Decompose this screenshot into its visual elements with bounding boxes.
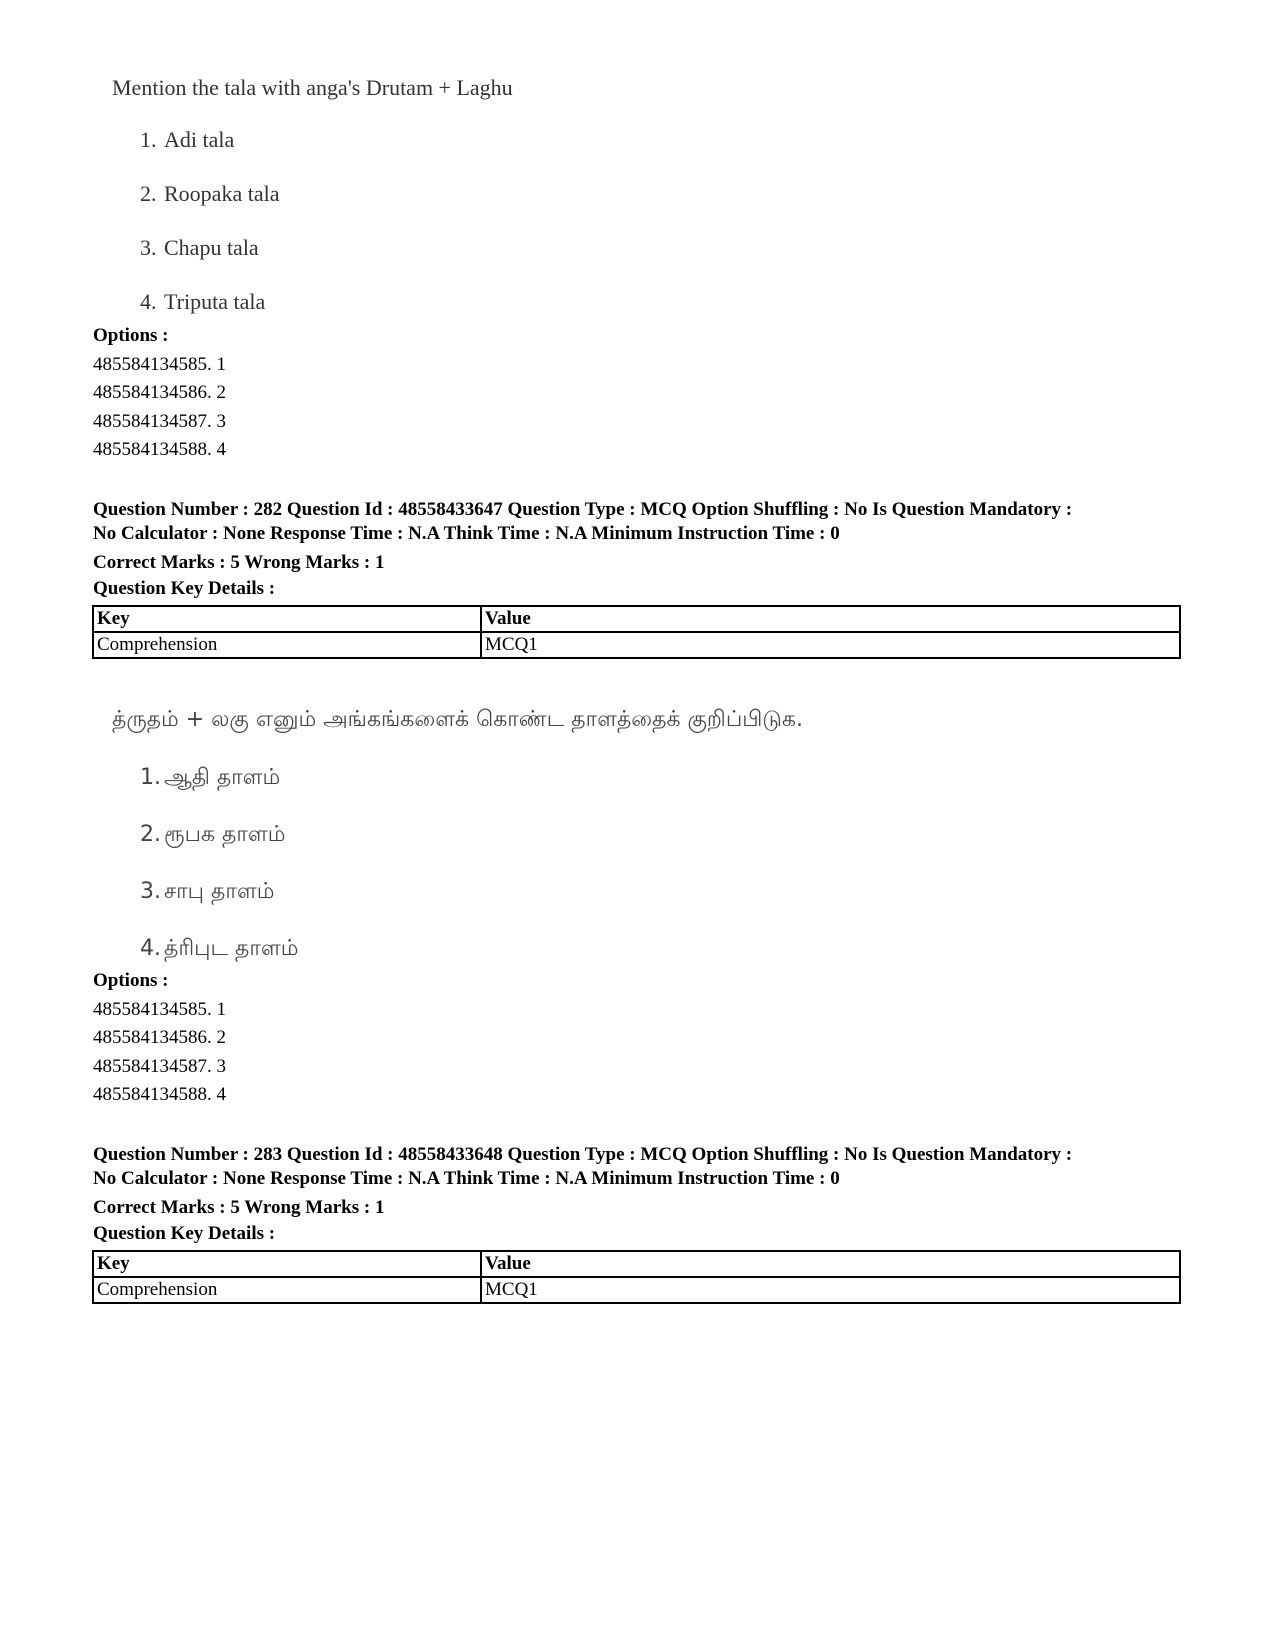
marks-line: Correct Marks : 5 Wrong Marks : 1 [93, 1197, 385, 1218]
question-stem: த்ருதம் + லகு எனும் அங்கங்களைக் கொண்ட தாளத்தைக் குறிப்பிடுக. [112, 707, 804, 732]
option-item: 485584134587. 3 [93, 1055, 226, 1077]
table-header-cell: Key [93, 1251, 481, 1277]
table-cell: MCQ1 [481, 1277, 1180, 1303]
options-block [93, 322, 226, 465]
question-image-english [112, 74, 513, 342]
question-stem: Mention the tala with anga's Drutam + Laghu [112, 75, 513, 100]
table-header-cell: Key [93, 606, 481, 632]
table-cell: Comprehension [93, 1277, 481, 1303]
question-image-tamil [112, 706, 803, 992]
question-meta [93, 498, 1183, 602]
choice-list [112, 764, 803, 963]
marks-line: Correct Marks : 5 Wrong Marks : 1 [93, 552, 385, 573]
key-details-table [92, 1250, 1181, 1304]
question-meta-line1: Question Number : 282 Question Id : 48558433647 Question Type : MCQ Option Shuffling : No Is Question Mandatory : [93, 499, 1073, 520]
option-item: 485584134586. 2 [93, 382, 226, 403]
table-header-row [93, 1251, 1180, 1277]
option-item: 485584134586. 2 [93, 1027, 226, 1048]
option-item: 485584134585. 1 [93, 353, 226, 375]
question-meta-line2: No Calculator : None Response Time : N.A Think Time : N.A Minimum Instruction Time : 0 [93, 523, 840, 544]
key-details-label: Question Key Details : [93, 1223, 276, 1244]
choice-item: 3. சாபு தாளம் [140, 879, 275, 904]
table-cell: MCQ1 [481, 632, 1180, 658]
table-header-cell: Value [481, 606, 1180, 632]
choice-item: 3. Chapu tala [140, 235, 259, 260]
table-row [93, 1277, 1180, 1303]
options-block [93, 967, 226, 1110]
key-details-label: Question Key Details : [93, 578, 276, 599]
choice-item: 4. Triputa tala [140, 289, 266, 314]
option-item: 485584134588. 4 [93, 1084, 226, 1105]
choice-item: 1. ஆதி தாளம் [140, 765, 281, 790]
question-meta [93, 1143, 1183, 1247]
choice-item: 4. த்ரிபுட தாளம் [140, 936, 299, 961]
table-header-row [93, 606, 1180, 632]
option-item: 485584134588. 4 [93, 439, 226, 460]
question-meta-line1: Question Number : 283 Question Id : 48558433648 Question Type : MCQ Option Shuffling : No Is Question Mandatory : [93, 1144, 1073, 1165]
table-cell: Comprehension [93, 632, 481, 658]
option-item: 485584134585. 1 [93, 998, 226, 1020]
choice-item: 2. Roopaka tala [140, 181, 280, 206]
question-meta-line2: No Calculator : None Response Time : N.A Think Time : N.A Minimum Instruction Time : 0 [93, 1168, 840, 1189]
choice-item: 1. Adi tala [140, 127, 235, 152]
options-label: Options : [93, 970, 169, 991]
options-label: Options : [93, 325, 169, 346]
key-details-table [92, 605, 1181, 659]
option-item: 485584134587. 3 [93, 410, 226, 432]
choice-item: 2. ரூபக தாளம் [140, 822, 286, 847]
table-row [93, 632, 1180, 658]
choice-list [112, 126, 513, 316]
table-header-cell: Value [481, 1251, 1180, 1277]
